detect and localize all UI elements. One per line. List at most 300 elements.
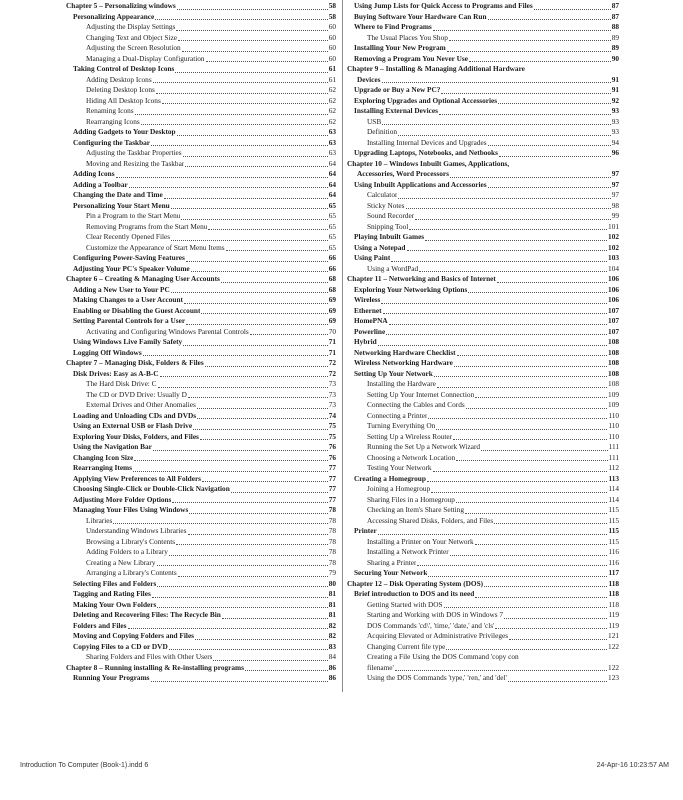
toc-subsection-entry xyxy=(347,117,619,128)
toc-entry-title: Changing Current file type xyxy=(367,641,446,651)
toc-dot-leader xyxy=(206,60,328,62)
toc-dot-leader xyxy=(509,638,607,640)
toc-dot-leader xyxy=(155,18,327,20)
toc-entry-title: Devices xyxy=(357,74,381,84)
toc-page-number: 63 xyxy=(328,148,336,157)
toc-page-number: 91 xyxy=(611,74,619,84)
toc-dot-leader xyxy=(444,606,608,608)
toc-dot-leader xyxy=(456,459,607,461)
toc-dot-leader xyxy=(378,533,608,535)
toc-subsection-entry xyxy=(347,463,619,474)
toc-dot-leader xyxy=(417,564,607,566)
toc-dot-leader xyxy=(201,312,327,314)
toc-page-number: 116 xyxy=(608,547,619,556)
toc-page-number: 113 xyxy=(608,473,619,483)
toc-section-entry xyxy=(347,369,619,380)
toc-chapter-entry xyxy=(347,64,619,75)
toc-dot-leader xyxy=(169,648,328,650)
toc-dot-leader xyxy=(446,648,607,650)
toc-section-entry xyxy=(347,43,619,54)
toc-dot-leader xyxy=(162,102,328,104)
toc-section-entry xyxy=(66,253,336,264)
toc-section-entry xyxy=(66,180,336,191)
toc-subsection-entry xyxy=(66,117,336,128)
toc-page-number: 63 xyxy=(328,127,336,136)
toc-page-number: 65 xyxy=(328,211,336,220)
toc-section-entry xyxy=(347,526,619,537)
toc-subsection-entry xyxy=(347,379,619,390)
toc-page-number: 91 xyxy=(611,85,619,94)
toc-dot-leader xyxy=(407,249,608,251)
toc-dot-leader xyxy=(456,501,607,503)
toc-dot-leader xyxy=(226,249,328,251)
toc-subsection-entry xyxy=(347,138,619,149)
toc-entry-title: Adding a New User to Your PC xyxy=(73,284,170,294)
toc-page-number: 60 xyxy=(328,22,336,31)
toc-page-number: 78 xyxy=(328,526,336,535)
toc-page-number: 115 xyxy=(608,536,619,546)
toc-dot-leader xyxy=(391,260,607,262)
toc-dot-leader xyxy=(437,386,607,388)
toc-entry-title: Connecting a Printer xyxy=(367,410,428,420)
toc-subsection-entry xyxy=(66,148,336,159)
toc-page-number: 61 xyxy=(328,64,336,73)
footer-timestamp: 24-Apr-16 10:23:57 AM xyxy=(596,762,669,769)
toc-dot-leader xyxy=(441,92,610,94)
toc-entry-title: Installing Your New Program xyxy=(354,43,446,52)
toc-section-entry xyxy=(347,148,619,159)
toc-entry-title: Exploring Upgrades and Optional Accessories xyxy=(354,95,498,105)
toc-page-number: 62 xyxy=(328,95,336,105)
toc-entry-title: Chapter 11 – Networking and Basics of Internet xyxy=(347,274,496,283)
toc-page-number: 78 xyxy=(328,557,336,567)
toc-section-entry xyxy=(66,64,336,75)
toc-page-number: 123 xyxy=(608,673,619,682)
toc-subsection-entry xyxy=(66,568,336,579)
toc-entry-title: Deleting Desktop Icons xyxy=(86,85,155,94)
toc-section-entry xyxy=(66,138,336,149)
toc-page-number: 108 xyxy=(608,347,619,357)
toc-dot-leader xyxy=(250,333,328,335)
toc-page-number: 77 xyxy=(328,494,336,504)
toc-entry-title: Adding Gadgets to Your Desktop xyxy=(73,127,176,136)
toc-page-number: 89 xyxy=(611,43,619,52)
toc-dot-leader xyxy=(409,228,607,230)
toc-entry-title: Making Changes to a User Account xyxy=(73,295,183,304)
toc-section-entry xyxy=(66,600,336,611)
toc-entry-title: Choosing Single-Click or Double-Click Navigation xyxy=(73,484,230,493)
toc-section-entry xyxy=(66,610,336,621)
toc-entry-title: Rearranging Icons xyxy=(86,116,140,126)
toc-entry-title: Applying View Preferences to All Folders xyxy=(73,473,202,483)
toc-page-number: 103 xyxy=(608,253,619,262)
toc-entry-title: Installing the Hardware xyxy=(367,379,436,388)
toc-dot-leader xyxy=(428,417,607,419)
toc-subsection-entry xyxy=(66,85,336,96)
toc-page-number: 119 xyxy=(608,620,619,630)
toc-dot-leader xyxy=(488,18,611,20)
toc-entry-title: The Hard Disk Drive: C xyxy=(86,379,157,388)
toc-entry-title: Hybrid xyxy=(354,337,377,346)
toc-page-number: 106 xyxy=(608,295,619,304)
toc-page-number: 117 xyxy=(608,568,619,577)
toc-subsection-entry xyxy=(66,327,336,338)
toc-section-entry xyxy=(347,54,619,65)
toc-entry-title: Upgrade or Buy a New PC? xyxy=(354,85,441,94)
toc-section-entry xyxy=(347,568,619,579)
toc-dot-leader xyxy=(152,596,328,598)
toc-page-number: 83 xyxy=(328,641,336,651)
toc-entry-title: Snipping Tool xyxy=(367,221,409,231)
toc-page-number: 111 xyxy=(608,442,619,451)
toc-entry-title: Renaming Icons xyxy=(86,106,134,115)
toc-section-entry xyxy=(347,589,619,600)
toc-page-number: 75 xyxy=(328,431,336,441)
toc-section-entry xyxy=(347,337,619,348)
toc-dot-leader xyxy=(134,459,327,461)
toc-section-entry xyxy=(66,411,336,422)
toc-entry-title: Sharing Folders and Files with Other Users xyxy=(86,652,213,661)
toc-entry-title: Chapter 10 – Windows Inbuilt Games, Applications, xyxy=(347,158,510,168)
toc-entry-title: Checking an Item's Share Setting xyxy=(367,505,464,514)
toc-entry-title: Choosing a Network Location xyxy=(367,452,456,462)
toc-entry-title: Testing Your Network xyxy=(367,463,432,472)
toc-subsection-entry xyxy=(66,96,336,107)
toc-page-number: 77 xyxy=(328,463,336,472)
toc-entry-title: Logging Off Windows xyxy=(73,347,142,357)
toc-page-number: 80 xyxy=(328,578,336,588)
toc-dot-leader xyxy=(157,585,327,587)
column-divider xyxy=(342,0,343,692)
toc-dot-leader xyxy=(208,228,327,230)
toc-page-number: 89 xyxy=(611,32,619,42)
toc-dot-leader xyxy=(481,449,608,451)
toc-section-entry xyxy=(66,306,336,317)
toc-chapter-entry xyxy=(347,274,619,285)
toc-subsection-entry xyxy=(66,390,336,401)
toc-dot-leader xyxy=(453,438,607,440)
toc-dot-leader xyxy=(128,627,328,629)
toc-dot-leader xyxy=(475,396,607,398)
toc-subsection-entry xyxy=(66,379,336,390)
toc-section-entry xyxy=(347,96,619,107)
toc-page-number: 108 xyxy=(608,358,619,367)
toc-entry-title: Where to Find Programs xyxy=(354,22,432,31)
toc-subsection-entry xyxy=(347,516,619,527)
toc-subsection-entry xyxy=(66,222,336,233)
toc-section-entry xyxy=(66,495,336,506)
toc-dot-leader xyxy=(183,344,328,346)
toc-chapter-entry xyxy=(347,159,619,170)
toc-page-number: 64 xyxy=(328,179,336,189)
toc-entry-title: Hiding All Desktop Icons xyxy=(86,95,161,105)
toc-entry-title: Calculator xyxy=(367,190,398,199)
toc-dot-leader xyxy=(508,680,607,682)
toc-subsection-entry xyxy=(347,33,619,44)
toc-dot-leader xyxy=(475,596,607,598)
toc-entry-title: Turning Everything On xyxy=(367,421,436,430)
toc-section-entry xyxy=(66,421,336,432)
toc-subsection-entry xyxy=(347,453,619,464)
toc-section-entry xyxy=(66,348,336,359)
toc-subsection-entry xyxy=(347,505,619,516)
toc-page-number: 77 xyxy=(328,473,336,483)
toc-subsection-entry xyxy=(347,222,619,233)
toc-entry-title: Installing a Printer on Your Network xyxy=(367,536,474,546)
toc-dot-leader xyxy=(484,585,607,587)
toc-subsection-entry xyxy=(347,495,619,506)
toc-entry-title: Using a Notepad xyxy=(354,242,406,252)
toc-section-entry xyxy=(66,484,336,495)
toc-page-number: 108 xyxy=(608,337,619,346)
toc-page-number: 78 xyxy=(328,515,336,525)
toc-page-number: 65 xyxy=(328,232,336,241)
toc-dot-leader xyxy=(389,323,607,325)
toc-page-number: 66 xyxy=(328,253,336,262)
toc-chapter-entry xyxy=(66,663,336,674)
toc-page-number: 63 xyxy=(328,137,336,147)
toc-section-entry xyxy=(347,316,619,327)
toc-dot-leader xyxy=(182,50,328,52)
toc-entry-title: Using Windows Live Family Safety xyxy=(73,337,183,346)
toc-dot-leader xyxy=(447,50,611,52)
toc-section-entry xyxy=(347,306,619,317)
toc-page-number: 86 xyxy=(328,662,336,672)
toc-entry-title: Configuring the Taskbar xyxy=(73,137,151,147)
toc-section-entry xyxy=(66,264,336,275)
toc-entry-title: USB xyxy=(367,116,382,126)
toc-page-number: 94 xyxy=(611,137,619,147)
toc-page-number: 122 xyxy=(608,662,619,672)
toc-page-number: 93 xyxy=(611,106,619,115)
toc-section-entry xyxy=(347,348,619,359)
toc-dot-leader xyxy=(171,239,328,241)
toc-dot-leader xyxy=(382,81,611,83)
toc-page-number: 102 xyxy=(608,242,619,252)
toc-dot-leader xyxy=(185,165,327,167)
toc-dot-leader xyxy=(449,39,611,41)
toc-page-number: 76 xyxy=(328,452,336,462)
toc-entry-title: Disk Drives: Easy as A-B-C xyxy=(73,368,159,378)
toc-entry-title: Starting and Working with DOS in Windows 7 xyxy=(367,610,504,619)
toc-dot-leader xyxy=(195,638,328,640)
toc-page-number: 62 xyxy=(328,116,336,126)
toc-entry-title: Adding Folders to a Library xyxy=(86,547,168,556)
toc-entry-title: Installing a Network Printer xyxy=(367,547,449,556)
toc-subsection-entry xyxy=(66,106,336,117)
toc-entry-title: Managing Your Files Using Windows xyxy=(73,505,189,514)
toc-page-number: 115 xyxy=(608,526,619,535)
toc-page-number: 74 xyxy=(328,410,336,420)
toc-dot-leader xyxy=(213,659,327,661)
toc-entry-title: Networking Hardware Checklist xyxy=(354,347,456,357)
toc-section-entry xyxy=(66,673,336,684)
toc-page-number: 78 xyxy=(328,505,336,514)
toc-page-number: 110 xyxy=(608,421,619,430)
toc-section-entry xyxy=(347,358,619,369)
toc-dot-leader xyxy=(141,123,328,125)
toc-entry-title: Taking Control of Desktop Icons xyxy=(73,64,175,73)
toc-page-number: 82 xyxy=(328,620,336,630)
toc-page-number: 98 xyxy=(611,200,619,210)
toc-entry-title: Removing Programs from the Start Menu xyxy=(86,221,208,231)
toc-subsection-entry xyxy=(347,631,619,642)
toc-dot-leader xyxy=(188,396,328,398)
toc-dot-leader xyxy=(177,134,328,136)
toc-entry-title: Making Your Own Folders xyxy=(73,599,157,609)
toc-section-entry xyxy=(66,453,336,464)
toc-page-number: 114 xyxy=(608,484,619,493)
toc-subsection-entry xyxy=(347,652,619,663)
toc-dot-leader xyxy=(135,113,328,115)
toc-page-number: 88 xyxy=(611,22,619,31)
toc-entry-title: Getting Started with DOS xyxy=(367,599,443,609)
toc-entry-title: Folders and Files xyxy=(73,620,127,630)
toc-dot-leader xyxy=(186,260,328,262)
toc-dot-leader xyxy=(406,207,611,209)
toc-page-number: 84 xyxy=(328,652,336,661)
toc-dot-leader xyxy=(169,554,328,556)
toc-page-number: 90 xyxy=(611,53,619,63)
toc-page-number: 87 xyxy=(611,1,619,10)
toc-section-entry xyxy=(347,180,619,191)
toc-section-entry xyxy=(347,232,619,243)
toc-section-entry xyxy=(347,243,619,254)
toc-dot-leader xyxy=(386,333,607,335)
toc-page-number: 62 xyxy=(328,85,336,94)
toc-subsection-entry xyxy=(66,243,336,254)
toc-dot-leader xyxy=(202,480,328,482)
toc-entry-title: Sharing Files in a Homegroup xyxy=(367,494,455,504)
toc-subsection-entry xyxy=(66,75,336,86)
toc-dot-leader xyxy=(200,438,328,440)
toc-subsection-entry xyxy=(347,537,619,548)
toc-dot-leader xyxy=(178,575,328,577)
toc-entry-title: Chapter 9 – Installing & Managing Additional Hardware xyxy=(347,64,525,73)
toc-dot-leader xyxy=(466,407,607,409)
toc-page-number: 97 xyxy=(611,190,619,199)
toc-dot-leader xyxy=(433,470,608,472)
toc-section-entry xyxy=(347,106,619,117)
toc-entry-title: DOS Commands 'cd\', 'time,' 'date,' and 'cls' xyxy=(367,620,495,630)
toc-section-entry xyxy=(66,442,336,453)
toc-subsection-entry xyxy=(66,54,336,65)
toc-dot-leader xyxy=(378,344,607,346)
toc-dot-leader xyxy=(497,281,607,283)
toc-dot-leader xyxy=(156,92,328,94)
toc-dot-leader xyxy=(153,81,328,83)
toc-page-number: 75 xyxy=(328,421,336,430)
toc-chapter-entry xyxy=(347,169,619,180)
toc-entry-title: The Usual Places You Shop xyxy=(367,32,448,42)
toc-subsection-entry xyxy=(66,22,336,33)
toc-entry-title: Using the DOS Commands 'type,' 'ren,' and 'del' xyxy=(367,673,507,682)
toc-subsection-entry xyxy=(347,211,619,222)
toc-section-entry xyxy=(66,631,336,642)
toc-dot-leader xyxy=(425,239,607,241)
toc-page-number: 106 xyxy=(608,274,619,283)
toc-dot-leader xyxy=(428,575,607,577)
toc-dot-leader xyxy=(469,60,611,62)
toc-section-entry xyxy=(66,505,336,516)
toc-dot-leader xyxy=(189,512,327,514)
toc-dot-leader xyxy=(457,354,607,356)
toc-subsection-entry xyxy=(347,442,619,453)
toc-section-entry xyxy=(66,295,336,306)
toc-page-number: 122 xyxy=(608,641,619,651)
toc-entry-title: Adjusting the Taskbar Properties xyxy=(86,148,182,157)
toc-page-number: 78 xyxy=(328,536,336,546)
toc-entry-title: Activating and Configuring Windows Parental Controls xyxy=(86,326,249,336)
toc-entry-title: Selecting Files and Folders xyxy=(73,578,157,588)
toc-entry-title: Chapter 5 – Personalizing windows xyxy=(66,1,176,10)
toc-right-column xyxy=(347,1,619,684)
toc-page-number: 82 xyxy=(328,631,336,640)
toc-dot-leader xyxy=(193,428,328,430)
toc-section-entry xyxy=(66,127,336,138)
toc-entry-title: Managing a Dual-Display Configuration xyxy=(86,53,205,63)
toc-chapter-entry xyxy=(347,75,619,86)
toc-entry-title: Setting Up Your Internet Connection xyxy=(367,389,475,399)
toc-entry-title: Sound Recorder xyxy=(367,211,415,220)
toc-page-number: 97 xyxy=(611,179,619,189)
toc-subsection-entry xyxy=(66,516,336,527)
toc-dot-leader xyxy=(153,449,328,451)
toc-page-number: 69 xyxy=(328,305,336,315)
toc-entry-title: Creating a Homegroup xyxy=(354,473,426,483)
toc-page-number: 93 xyxy=(611,127,619,136)
toc-entry-title: Wireless Networking Hardware xyxy=(354,358,453,367)
toc-entry-title: Copying Files to a CD or DVD xyxy=(73,641,168,651)
toc-subsection-entry xyxy=(66,537,336,548)
toc-dot-leader xyxy=(205,365,328,367)
toc-entry-title: Using Inbuilt Applications and Accessories xyxy=(354,179,487,189)
toc-subsection-entry xyxy=(66,43,336,54)
toc-dot-leader xyxy=(436,428,607,430)
toc-page-number: 69 xyxy=(328,295,336,304)
toc-entry-title: Deleting and Recovering Files: The Recycle Bin xyxy=(73,610,221,619)
toc-subsection-entry xyxy=(347,663,619,674)
toc-page-number: 60 xyxy=(328,53,336,63)
toc-entry-title: Moving and Copying Folders and Files xyxy=(73,631,195,640)
toc-entry-title: Exploring Your Disks, Folders, and Files xyxy=(73,431,199,441)
toc-dot-leader xyxy=(465,512,607,514)
toc-entry-title: Changing Text and Object Size xyxy=(86,32,177,42)
toc-page-number: 60 xyxy=(328,32,336,42)
toc-page-number: 66 xyxy=(328,263,336,273)
toc-dot-leader xyxy=(158,386,328,388)
toc-section-entry xyxy=(66,369,336,380)
toc-dot-leader xyxy=(183,155,328,157)
toc-dot-leader xyxy=(175,71,327,73)
toc-subsection-entry xyxy=(347,390,619,401)
toc-dot-leader xyxy=(186,323,328,325)
toc-dot-leader xyxy=(184,302,328,304)
toc-page-number: 68 xyxy=(328,274,336,283)
toc-section-entry xyxy=(66,285,336,296)
toc-page-number: 86 xyxy=(328,673,336,682)
toc-page-number: 64 xyxy=(328,169,336,178)
toc-subsection-entry xyxy=(66,558,336,569)
toc-page-number: 71 xyxy=(328,337,336,346)
toc-entry-title: Adjusting the Display Settings xyxy=(86,22,176,31)
toc-chapter-entry xyxy=(66,358,336,369)
toc-subsection-entry xyxy=(347,190,619,201)
toc-page-number: 60 xyxy=(328,43,336,52)
toc-section-entry xyxy=(66,337,336,348)
toc-dot-leader xyxy=(177,8,328,10)
toc-page-number: 76 xyxy=(328,442,336,451)
